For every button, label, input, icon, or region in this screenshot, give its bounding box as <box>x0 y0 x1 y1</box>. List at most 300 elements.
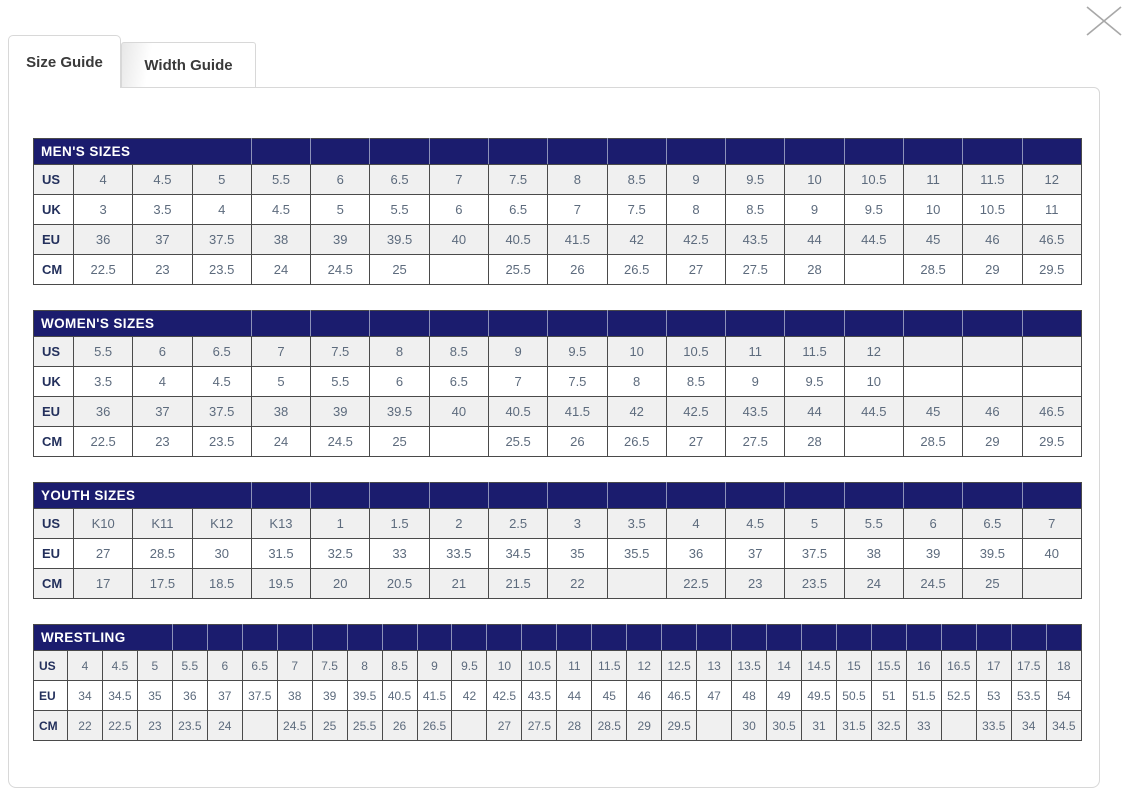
table-row-us <box>34 165 1082 195</box>
size-cell: 36 <box>666 539 725 569</box>
size-cell: 32.5 <box>311 539 370 569</box>
size-cell <box>963 367 1022 397</box>
size-cell: 37.5 <box>192 225 251 255</box>
size-cell: 6.5 <box>242 651 277 681</box>
header-filler-cell <box>963 311 1022 337</box>
size-cell: 30.5 <box>767 711 802 741</box>
size-cell: 10 <box>785 165 844 195</box>
size-cell: 18.5 <box>192 569 251 599</box>
header-filler-cell <box>488 139 547 165</box>
size-cell: 23 <box>133 255 192 285</box>
size-cell <box>452 711 487 741</box>
header-filler-cell <box>1022 483 1082 509</box>
size-cell: 46 <box>963 225 1022 255</box>
size-cell: 37 <box>133 397 192 427</box>
close-button[interactable] <box>1082 2 1126 40</box>
size-cell: 7 <box>277 651 312 681</box>
size-cell: 42 <box>452 681 487 711</box>
size-cell: 37 <box>207 681 242 711</box>
size-cell: 5.5 <box>172 651 207 681</box>
header-filler-cell <box>836 625 871 651</box>
size-cell: 17 <box>976 651 1011 681</box>
header-filler-cell <box>522 625 557 651</box>
size-cell: 9.5 <box>452 651 487 681</box>
size-cell: 38 <box>251 397 310 427</box>
size-cell <box>903 367 962 397</box>
size-cell: 4.5 <box>726 509 785 539</box>
header-filler-cell <box>370 139 429 165</box>
row-label: EU <box>34 539 74 569</box>
size-cell: 10.5 <box>963 195 1022 225</box>
size-cell: 46 <box>627 681 662 711</box>
tab-size-guide[interactable] <box>8 35 121 88</box>
size-cell: 10 <box>903 195 962 225</box>
size-cell: 9.5 <box>785 367 844 397</box>
size-cell: 9 <box>785 195 844 225</box>
header-filler-cell <box>802 625 837 651</box>
size-cell: 23.5 <box>192 255 251 285</box>
size-cell <box>242 711 277 741</box>
size-cell: 25 <box>963 569 1022 599</box>
size-cell: 37.5 <box>242 681 277 711</box>
size-cell: 40.5 <box>488 397 547 427</box>
size-cell: 8 <box>548 165 607 195</box>
row-label: US <box>34 509 74 539</box>
header-filler-cell <box>172 625 207 651</box>
size-cell: 4 <box>74 165 133 195</box>
size-cell <box>844 255 903 285</box>
size-cell: 33.5 <box>976 711 1011 741</box>
row-label: CM <box>34 427 74 457</box>
header-filler-cell <box>312 625 347 651</box>
header-filler-cell <box>767 625 802 651</box>
header-filler-cell <box>1046 625 1081 651</box>
size-cell: 31.5 <box>251 539 310 569</box>
size-cell: 41.5 <box>548 225 607 255</box>
size-cell: 4.5 <box>133 165 192 195</box>
size-cell: 12 <box>627 651 662 681</box>
size-cell: 2.5 <box>488 509 547 539</box>
size-cell: 23 <box>137 711 172 741</box>
size-cell: 5.5 <box>74 337 133 367</box>
size-cell: 24 <box>251 427 310 457</box>
row-label: EU <box>34 681 68 711</box>
header-filler-cell <box>871 625 906 651</box>
size-cell: 26 <box>548 427 607 457</box>
size-cell: 38 <box>844 539 903 569</box>
size-cell: 6.5 <box>963 509 1022 539</box>
size-table-youth-sizes <box>33 482 1082 599</box>
header-filler-cell <box>844 311 903 337</box>
header-filler-cell <box>697 625 732 651</box>
size-cell: 25 <box>370 427 429 457</box>
size-cell: 23.5 <box>192 427 251 457</box>
size-cell: 44 <box>557 681 592 711</box>
row-label: CM <box>34 711 68 741</box>
table-title: YOUTH SIZES <box>34 483 252 509</box>
size-cell: 39 <box>311 225 370 255</box>
size-cell: 7.5 <box>312 651 347 681</box>
size-cell: 39.5 <box>370 397 429 427</box>
size-cell: 45 <box>903 397 962 427</box>
header-filler-cell <box>370 311 429 337</box>
table-row-eu <box>34 681 1082 711</box>
size-cell: 23 <box>726 569 785 599</box>
size-cell: 3 <box>548 509 607 539</box>
header-filler-cell <box>726 139 785 165</box>
size-cell: 23.5 <box>785 569 844 599</box>
size-cell: K13 <box>251 509 310 539</box>
size-cell <box>1022 569 1082 599</box>
size-cell: 33 <box>370 539 429 569</box>
size-cell <box>1022 367 1082 397</box>
size-cell: 3.5 <box>133 195 192 225</box>
size-cell: 25 <box>312 711 347 741</box>
size-cell: 40 <box>429 397 488 427</box>
size-cell: 28.5 <box>133 539 192 569</box>
header-filler-cell <box>251 483 310 509</box>
size-cell: 33.5 <box>429 539 488 569</box>
size-cell: 44 <box>785 397 844 427</box>
row-label: UK <box>34 195 74 225</box>
table-row-cm <box>34 569 1082 599</box>
size-cell: 3.5 <box>74 367 133 397</box>
size-cell: 11 <box>1022 195 1082 225</box>
size-cell: 4 <box>68 651 103 681</box>
size-cell: 4 <box>133 367 192 397</box>
header-filler-cell <box>732 625 767 651</box>
size-cell: 7 <box>1022 509 1082 539</box>
size-cell: 7 <box>251 337 310 367</box>
size-cell: 42.5 <box>487 681 522 711</box>
size-cell: 22.5 <box>74 427 133 457</box>
size-cell: 22.5 <box>666 569 725 599</box>
size-cell: 39 <box>312 681 347 711</box>
size-cell: 8 <box>347 651 382 681</box>
size-cell: 38 <box>251 225 310 255</box>
size-cell: 28 <box>785 427 844 457</box>
table-row-eu <box>34 225 1082 255</box>
size-cell: K11 <box>133 509 192 539</box>
size-cell: 5 <box>785 509 844 539</box>
size-cell: 42 <box>607 225 666 255</box>
row-label: US <box>34 165 74 195</box>
size-cell: 12 <box>1022 165 1082 195</box>
header-filler-cell <box>242 625 277 651</box>
size-cell: 46.5 <box>1022 397 1082 427</box>
size-cell: 9.5 <box>844 195 903 225</box>
row-label: EU <box>34 225 74 255</box>
size-cell: 43.5 <box>522 681 557 711</box>
header-filler-cell <box>941 625 976 651</box>
header-filler-cell <box>417 625 452 651</box>
size-cell: 15 <box>836 651 871 681</box>
row-label: UK <box>34 367 74 397</box>
size-cell: 4.5 <box>251 195 310 225</box>
size-cell <box>1022 337 1082 367</box>
header-filler-cell <box>726 483 785 509</box>
size-cell: 26 <box>382 711 417 741</box>
size-cell: 27 <box>74 539 133 569</box>
size-cell: 54 <box>1046 681 1081 711</box>
row-label: US <box>34 651 68 681</box>
size-cell: 50.5 <box>836 681 871 711</box>
size-cell: 10 <box>844 367 903 397</box>
size-cell: 25.5 <box>347 711 382 741</box>
size-cell: 34 <box>68 681 103 711</box>
table-row-uk <box>34 195 1082 225</box>
size-cell: 34.5 <box>488 539 547 569</box>
size-cell: 24.5 <box>311 255 370 285</box>
size-cell: 36 <box>74 225 133 255</box>
header-filler-cell <box>382 625 417 651</box>
size-cell: 6.5 <box>488 195 547 225</box>
size-cell: 26.5 <box>417 711 452 741</box>
size-cell: 6 <box>903 509 962 539</box>
header-filler-cell <box>906 625 941 651</box>
size-cell: 29 <box>963 255 1022 285</box>
size-cell: 10 <box>487 651 522 681</box>
size-cell: 39.5 <box>963 539 1022 569</box>
size-cell: 5.5 <box>311 367 370 397</box>
header-filler-cell <box>370 483 429 509</box>
size-cell: 13.5 <box>732 651 767 681</box>
size-cell: 6 <box>311 165 370 195</box>
size-cell: 9.5 <box>548 337 607 367</box>
size-cell: 7 <box>488 367 547 397</box>
size-cell: 9 <box>417 651 452 681</box>
size-cell: 23 <box>133 427 192 457</box>
size-cell: 11.5 <box>785 337 844 367</box>
table-title: MEN'S SIZES <box>34 139 252 165</box>
size-cell: 48 <box>732 681 767 711</box>
size-cell: 24.5 <box>311 427 370 457</box>
size-cell: 29 <box>963 427 1022 457</box>
header-filler-cell <box>726 311 785 337</box>
header-filler-cell <box>607 139 666 165</box>
header-filler-cell <box>903 483 962 509</box>
size-cell: 53 <box>976 681 1011 711</box>
size-cell: 29.5 <box>1022 255 1082 285</box>
size-cell: 17.5 <box>133 569 192 599</box>
size-cell: K10 <box>74 509 133 539</box>
header-filler-cell <box>251 311 310 337</box>
size-cell: 19.5 <box>251 569 310 599</box>
size-cell: 6 <box>133 337 192 367</box>
size-cell: 28 <box>557 711 592 741</box>
size-cell: 6.5 <box>192 337 251 367</box>
size-cell: 44.5 <box>844 225 903 255</box>
size-cell <box>429 427 488 457</box>
header-filler-cell <box>785 483 844 509</box>
size-cell: 10.5 <box>844 165 903 195</box>
size-cell: 9 <box>666 165 725 195</box>
size-cell: 35.5 <box>607 539 666 569</box>
table-row-eu <box>34 397 1082 427</box>
size-cell: 14 <box>767 651 802 681</box>
table-row-eu <box>34 539 1082 569</box>
size-cell: 24 <box>251 255 310 285</box>
tab-width-guide[interactable] <box>121 42 256 87</box>
header-filler-cell <box>903 311 962 337</box>
size-cell: 16 <box>906 651 941 681</box>
table-title-row <box>34 483 1082 509</box>
size-cell: 4 <box>666 509 725 539</box>
size-cell: 28.5 <box>903 255 962 285</box>
size-cell: 33 <box>906 711 941 741</box>
table-row-cm <box>34 711 1082 741</box>
header-filler-cell <box>976 625 1011 651</box>
size-cell: 21.5 <box>488 569 547 599</box>
size-cell: 41.5 <box>417 681 452 711</box>
size-cell: 6 <box>429 195 488 225</box>
header-filler-cell <box>963 483 1022 509</box>
size-cell: 31 <box>802 711 837 741</box>
size-cell: 8.5 <box>726 195 785 225</box>
size-cell: 8 <box>666 195 725 225</box>
size-cell: 17.5 <box>1011 651 1046 681</box>
size-cell: 39 <box>311 397 370 427</box>
size-cell: 51.5 <box>906 681 941 711</box>
size-cell: 31.5 <box>836 711 871 741</box>
size-cell: 42.5 <box>666 225 725 255</box>
size-cell: 43.5 <box>726 225 785 255</box>
size-cell: 28.5 <box>903 427 962 457</box>
header-filler-cell <box>488 483 547 509</box>
size-cell: 18 <box>1046 651 1081 681</box>
header-filler-cell <box>557 625 592 651</box>
close-icon <box>1084 5 1124 37</box>
size-cell: 36 <box>172 681 207 711</box>
row-label: CM <box>34 569 74 599</box>
size-cell: 8.5 <box>607 165 666 195</box>
size-table-women-s-sizes <box>33 310 1082 457</box>
size-cell: 24 <box>207 711 242 741</box>
row-label: EU <box>34 397 74 427</box>
size-cell <box>844 427 903 457</box>
header-filler-cell <box>963 139 1022 165</box>
header-filler-cell <box>311 311 370 337</box>
size-cell: 24 <box>844 569 903 599</box>
size-cell: 7.5 <box>548 367 607 397</box>
size-cell: 34.5 <box>102 681 137 711</box>
tab-width-guide-label: Width Guide <box>144 56 233 74</box>
size-cell: 29.5 <box>662 711 697 741</box>
size-cell: 27 <box>666 427 725 457</box>
size-cell: 9 <box>488 337 547 367</box>
size-cell: 40 <box>429 225 488 255</box>
size-cell: 12 <box>844 337 903 367</box>
header-filler-cell <box>627 625 662 651</box>
size-cell: 23.5 <box>172 711 207 741</box>
size-cell: 40.5 <box>488 225 547 255</box>
size-cell: 20.5 <box>370 569 429 599</box>
size-cell: 40.5 <box>382 681 417 711</box>
size-cell: 5.5 <box>370 195 429 225</box>
size-cell: 1.5 <box>370 509 429 539</box>
table-title-row <box>34 625 1082 651</box>
size-cell <box>941 711 976 741</box>
size-cell: 8 <box>370 337 429 367</box>
table-title: WRESTLING <box>34 625 173 651</box>
size-cell: 44 <box>785 225 844 255</box>
size-cell: 29 <box>627 711 662 741</box>
size-cell: 42.5 <box>666 397 725 427</box>
size-cell: 7 <box>548 195 607 225</box>
size-cell: K12 <box>192 509 251 539</box>
size-cell: 4 <box>192 195 251 225</box>
size-cell: 5.5 <box>251 165 310 195</box>
header-filler-cell <box>662 625 697 651</box>
size-cell: 45 <box>903 225 962 255</box>
size-cell: 5 <box>192 165 251 195</box>
size-cell: 3 <box>74 195 133 225</box>
header-filler-cell <box>347 625 382 651</box>
header-filler-cell <box>1011 625 1046 651</box>
header-filler-cell <box>487 625 522 651</box>
size-cell: 49 <box>767 681 802 711</box>
size-cell: 39 <box>903 539 962 569</box>
size-cell: 2 <box>429 509 488 539</box>
size-cell: 32.5 <box>871 711 906 741</box>
header-filler-cell <box>311 139 370 165</box>
size-cell: 43.5 <box>726 397 785 427</box>
size-cell: 6 <box>207 651 242 681</box>
size-cell: 37 <box>133 225 192 255</box>
size-cell: 25 <box>370 255 429 285</box>
size-cell: 27.5 <box>726 255 785 285</box>
size-cell <box>963 337 1022 367</box>
row-label: CM <box>34 255 74 285</box>
size-cell: 14.5 <box>802 651 837 681</box>
size-cell <box>903 337 962 367</box>
header-filler-cell <box>666 311 725 337</box>
header-filler-cell <box>785 311 844 337</box>
size-cell: 26 <box>548 255 607 285</box>
size-cell: 20 <box>311 569 370 599</box>
size-cell: 4.5 <box>192 367 251 397</box>
size-cell <box>607 569 666 599</box>
size-cell: 49.5 <box>802 681 837 711</box>
size-cell: 11.5 <box>963 165 1022 195</box>
header-filler-cell <box>429 139 488 165</box>
size-cell: 46 <box>963 397 1022 427</box>
size-cell: 24.5 <box>277 711 312 741</box>
header-filler-cell <box>311 483 370 509</box>
table-title: WOMEN'S SIZES <box>34 311 252 337</box>
size-cell: 8.5 <box>429 337 488 367</box>
size-cell: 22.5 <box>74 255 133 285</box>
size-cell: 44.5 <box>844 397 903 427</box>
size-cell: 34 <box>1011 711 1046 741</box>
header-filler-cell <box>607 311 666 337</box>
header-filler-cell <box>251 139 310 165</box>
size-cell: 9 <box>726 367 785 397</box>
header-filler-cell <box>488 311 547 337</box>
header-filler-cell <box>666 139 725 165</box>
size-cell: 30 <box>192 539 251 569</box>
table-row-us <box>34 509 1082 539</box>
size-cell: 11 <box>903 165 962 195</box>
size-cell: 12.5 <box>662 651 697 681</box>
size-cell: 25.5 <box>488 427 547 457</box>
size-cell: 1 <box>311 509 370 539</box>
size-cell: 11 <box>557 651 592 681</box>
size-cell: 11.5 <box>592 651 627 681</box>
size-cell: 26.5 <box>607 255 666 285</box>
size-cell: 37.5 <box>785 539 844 569</box>
size-cell: 35 <box>137 681 172 711</box>
